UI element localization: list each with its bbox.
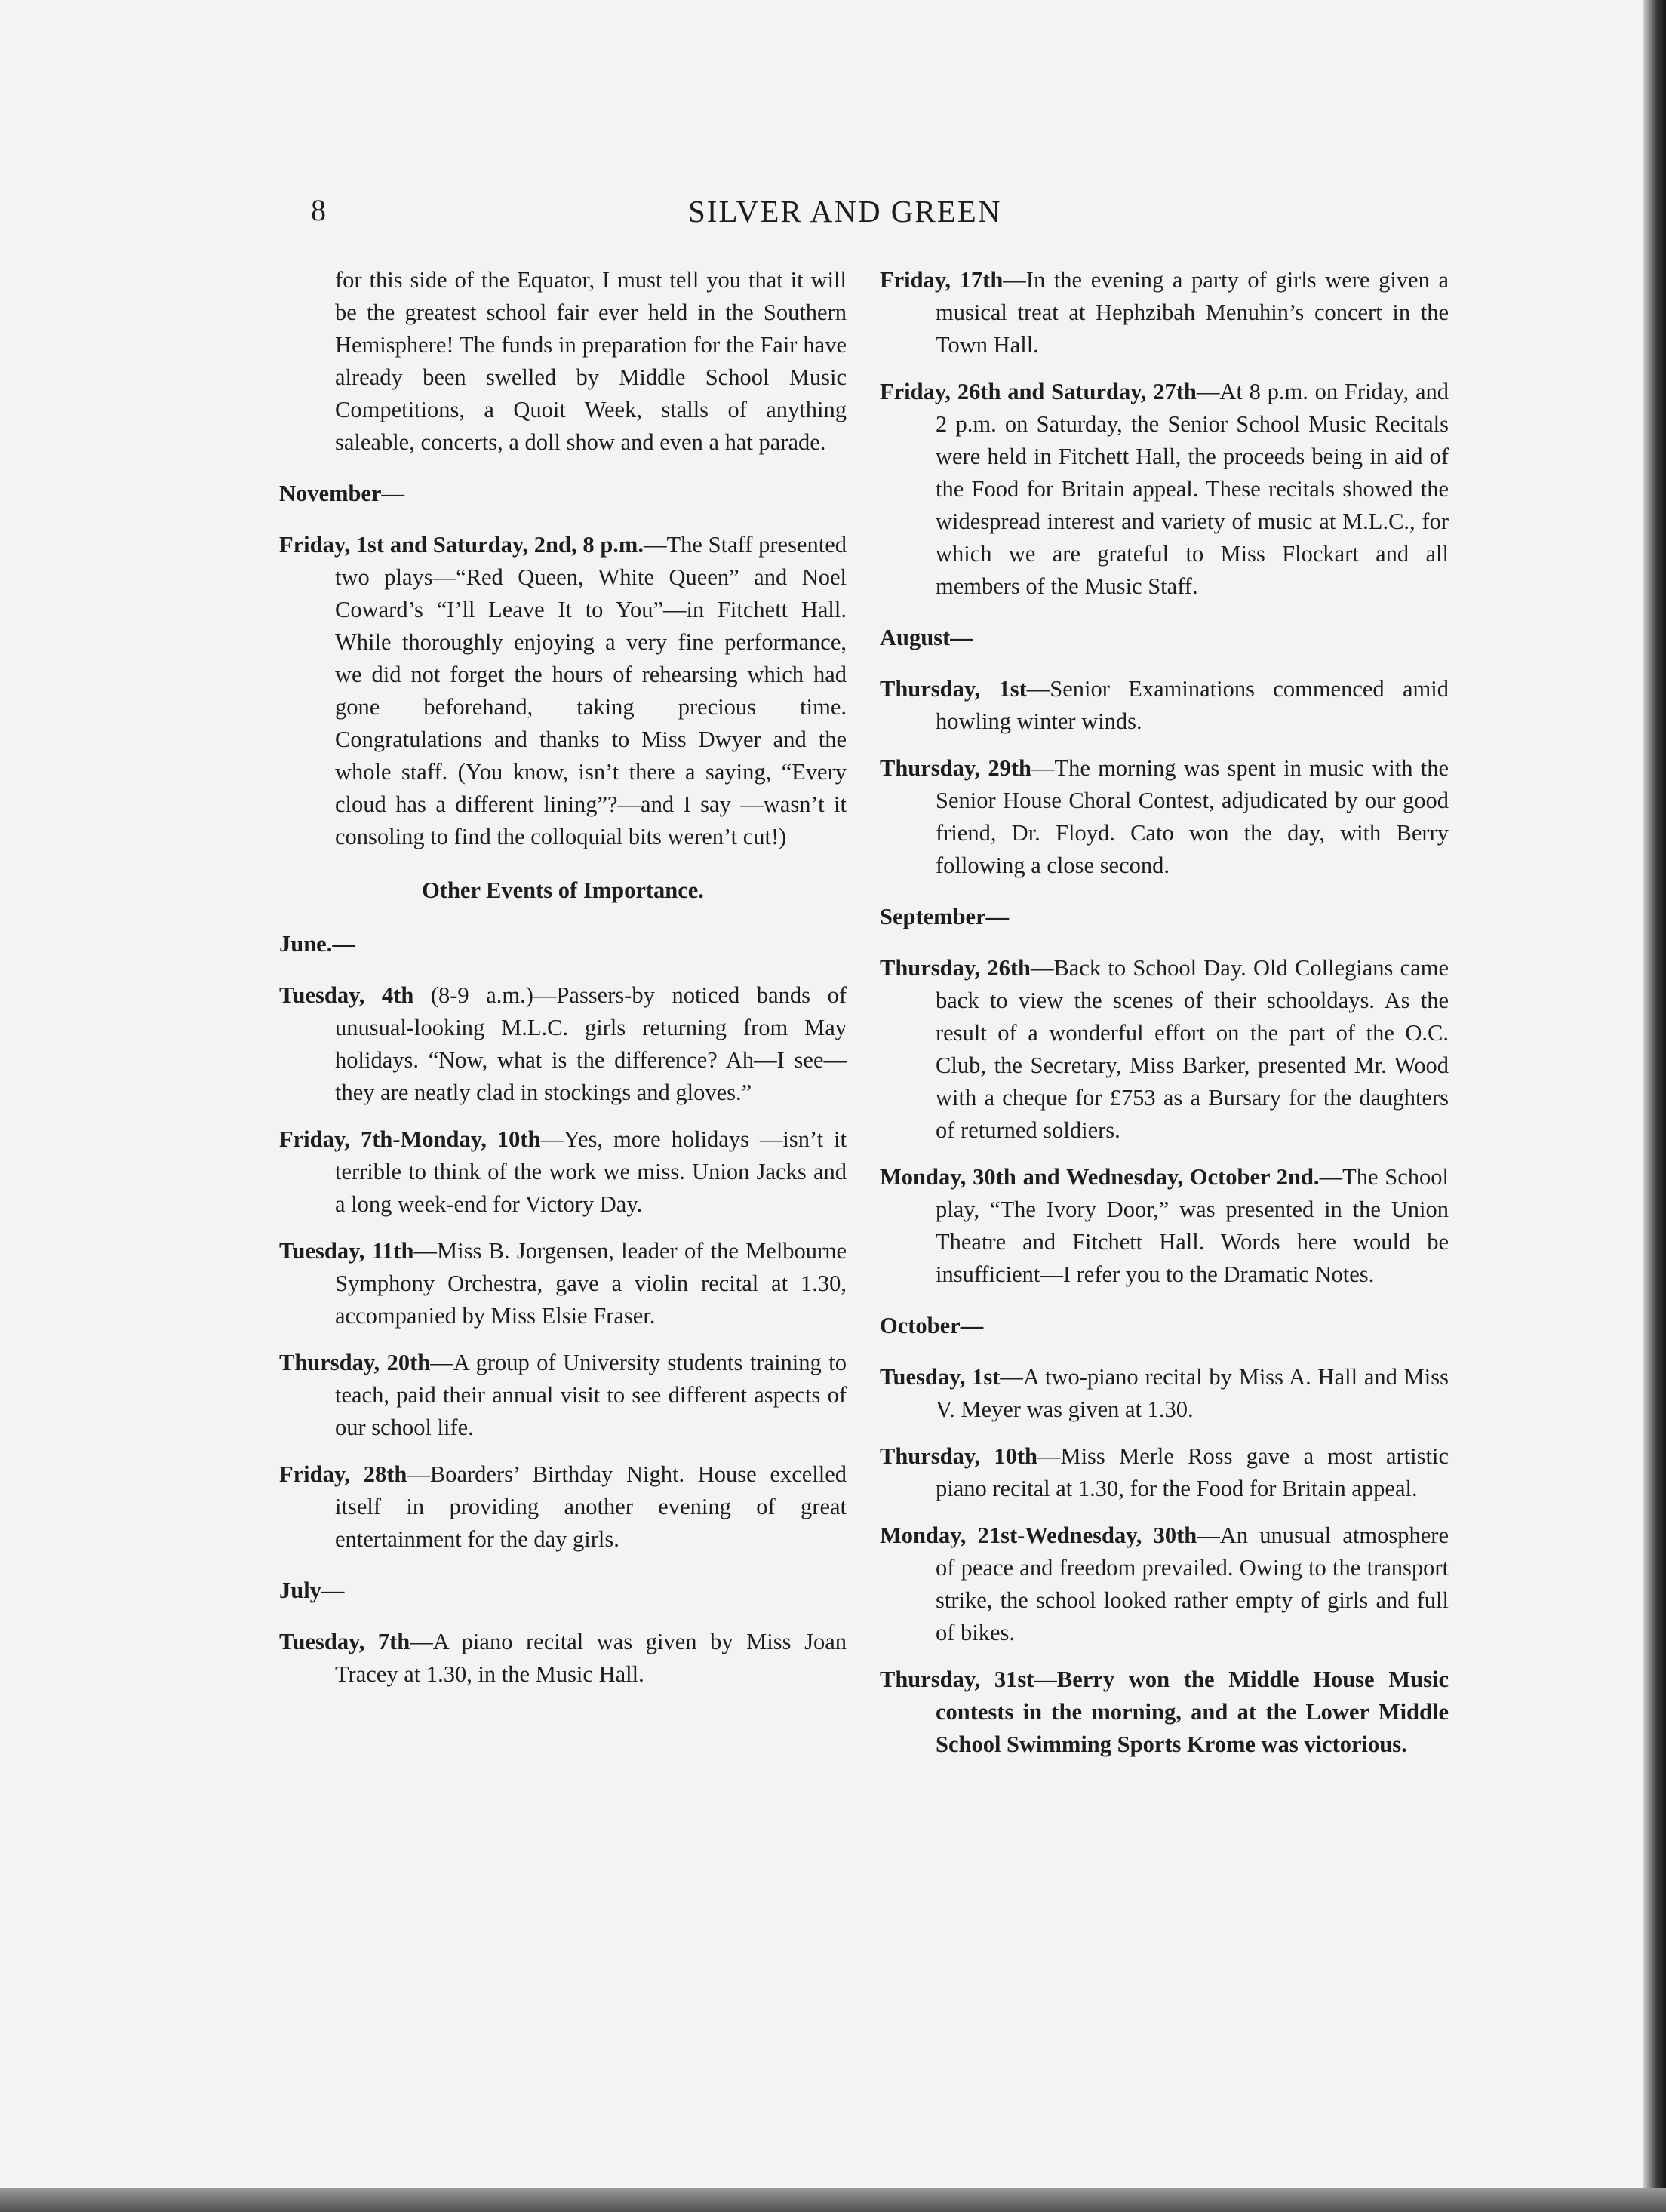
entry-date: Tuesday, 11th bbox=[279, 1238, 414, 1264]
page-binding-edge bbox=[1643, 0, 1666, 2188]
entry-date: Thursday, 31st bbox=[880, 1667, 1034, 1692]
page-bottom-edge bbox=[0, 2188, 1666, 2212]
entry-text: —Miss Merle Ross gave a most artistic piano recital at 1.30, for the Food for Britain appeal. bbox=[936, 1443, 1449, 1501]
month-heading-october: October— bbox=[880, 1313, 984, 1338]
entry-date: Friday, 1st and Saturday, 2nd, 8 p.m. bbox=[279, 532, 644, 558]
month-heading-june: June.— bbox=[279, 931, 355, 957]
diary-entry bbox=[880, 264, 1449, 361]
entry-date: Thursday, 20th bbox=[279, 1350, 431, 1375]
entry-text: —Yes, more holidays —isn’t it terrible to think of the work we miss. Union Jacks and a long week-end for Victory Day. bbox=[335, 1126, 847, 1217]
right-column bbox=[880, 264, 1449, 1775]
page-number: 8 bbox=[311, 193, 326, 227]
diary-entry bbox=[279, 1235, 847, 1332]
diary-entry bbox=[279, 979, 847, 1109]
entry-text: (8-9 a.m.)—Passers-by noticed bands of unusual-looking M.L.C. girls returning from May holidays. “Now, what is the difference? Ah—I see—they are neatly clad in stockings and gloves.” bbox=[335, 982, 847, 1105]
entry-text: —Berry won the Middle House Music contests in the morning, and at the Lower Middle School Swimming Sports Krome was victorious. bbox=[936, 1667, 1449, 1757]
entry-date: Friday, 26th and Saturday, 27th bbox=[880, 379, 1197, 404]
diary-entry bbox=[880, 673, 1449, 738]
entry-date: Thursday, 29th bbox=[880, 755, 1031, 781]
entry-text: —In the evening a party of girls were given a musical treat at Hephzibah Menuhin’s concert in the Town Hall. bbox=[936, 267, 1449, 358]
diary-entry bbox=[880, 752, 1449, 882]
entry-text: —Senior Examinations commenced amid howling winter winds. bbox=[936, 676, 1449, 734]
entry-date: Tuesday, 1st bbox=[880, 1364, 1001, 1390]
entry-text: —A two-piano recital by Miss A. Hall and Miss V. Meyer was given at 1.30. bbox=[936, 1364, 1449, 1422]
diary-entry bbox=[279, 1458, 847, 1556]
intro-paragraph: for this side of the Equator, I must tell you that it will be the greatest school fair ever held in the Southern Hemisphere! The funds in preparation for the Fair have already been swelled by Middle School Music Competitions, a Quoit Week, stalls of anything saleable, concerts, a doll show and even a hat parade. bbox=[335, 267, 847, 455]
diary-entry bbox=[279, 1347, 847, 1444]
entry-text: —Back to School Day. Old Collegians came back to view the scenes of their schooldays. As the result of a wonderful effort on the part of the O.C. Club, the Secretary, Miss Barker, presented Mr. Wood with a cheque for £753 as a Bursary for the daughters of returned soldiers. bbox=[936, 955, 1449, 1143]
diary-entry bbox=[880, 1519, 1449, 1649]
left-column bbox=[279, 264, 847, 1705]
diary-entry bbox=[279, 1626, 847, 1691]
entry-text: —A group of University students training to teach, paid their annual visit to see different aspects of our school life. bbox=[335, 1350, 847, 1440]
entry-text: —The School play, “The Ivory Door,” was presented in the Union Theatre and Fitchett Hall. Words here would be insufficient—I refer you to the Dramatic Notes. bbox=[936, 1164, 1449, 1287]
entry-text: —An unusual atmosphere of peace and freedom prevailed. Owing to the transport strike, the school looked rather empty of girls and full of bikes. bbox=[936, 1522, 1449, 1645]
entry-text: —The morning was spent in music with the Senior House Choral Contest, adjudicated by our good friend, Dr. Floyd. Cato won the day, with Berry following a close second. bbox=[936, 755, 1449, 878]
entry-date: Thursday, 1st bbox=[880, 676, 1027, 702]
diary-entry bbox=[279, 529, 847, 853]
entry-date: Tuesday, 7th bbox=[279, 1629, 410, 1654]
section-heading: Other Events of Importance. bbox=[422, 877, 704, 903]
entry-date: Friday, 17th bbox=[880, 267, 1004, 293]
entry-date: Friday, 28th bbox=[279, 1461, 407, 1487]
entry-date: Tuesday, 4th bbox=[279, 982, 414, 1008]
entry-date: Monday, 30th and Wednesday, October 2nd. bbox=[880, 1164, 1320, 1190]
entry-date: Thursday, 10th bbox=[880, 1443, 1037, 1469]
diary-entry bbox=[880, 1361, 1449, 1426]
month-heading-august: August— bbox=[880, 625, 973, 650]
entry-date: Friday, 7th-Monday, 10th bbox=[279, 1126, 541, 1152]
entry-text: —Miss B. Jorgensen, leader of the Melbourne Symphony Orchestra, gave a violin recital at 1.30, accompanied by Miss Elsie Fraser. bbox=[335, 1238, 847, 1329]
diary-entry bbox=[880, 1440, 1449, 1505]
entry-date: Monday, 21st-Wednesday, 30th bbox=[880, 1522, 1197, 1548]
running-title: SILVER AND GREEN bbox=[688, 194, 1002, 229]
entry-text: —Boarders’ Birthday Night. House excelled itself in providing another evening of great entertainment for the day girls. bbox=[335, 1461, 847, 1552]
entry-date: Thursday, 26th bbox=[880, 955, 1031, 981]
diary-entry bbox=[880, 1161, 1449, 1291]
month-heading-july: July— bbox=[279, 1578, 345, 1603]
entry-text: —At 8 p.m. on Friday, and 2 p.m. on Saturday, the Senior School Music Recitals were held in Fitchett Hall, the proceeds being in aid of the Food for Britain appeal. These recitals showed the widespread interest and variety of music at M.L.C., for which we are grateful to Miss Flockart and all members of the Music Staff. bbox=[936, 379, 1449, 599]
diary-entry bbox=[880, 376, 1449, 603]
month-heading-november: November— bbox=[279, 481, 405, 506]
diary-entry bbox=[880, 952, 1449, 1147]
entry-text: —The Staff presented two plays—“Red Queen, White Queen” and Noel Coward’s “I’ll Leave It to You”—in Fitchett Hall. While thoroughly enjoying a very fine performance, we did not forget the hours of rehearsing which had gone beforehand, taking precious time. Congratulations and thanks to Miss Dwyer and the whole staff. (You know, isn’t there a saying, “Every cloud has a different lining”?—and I say —wasn’t it consoling to find the colloquial bits weren’t cut!) bbox=[335, 532, 847, 849]
diary-entry bbox=[880, 1664, 1449, 1761]
diary-entry bbox=[279, 1123, 847, 1221]
month-heading-september: September— bbox=[880, 904, 1010, 929]
entry-text: —A piano recital was given by Miss Joan Tracey at 1.30, in the Music Hall. bbox=[335, 1629, 847, 1687]
